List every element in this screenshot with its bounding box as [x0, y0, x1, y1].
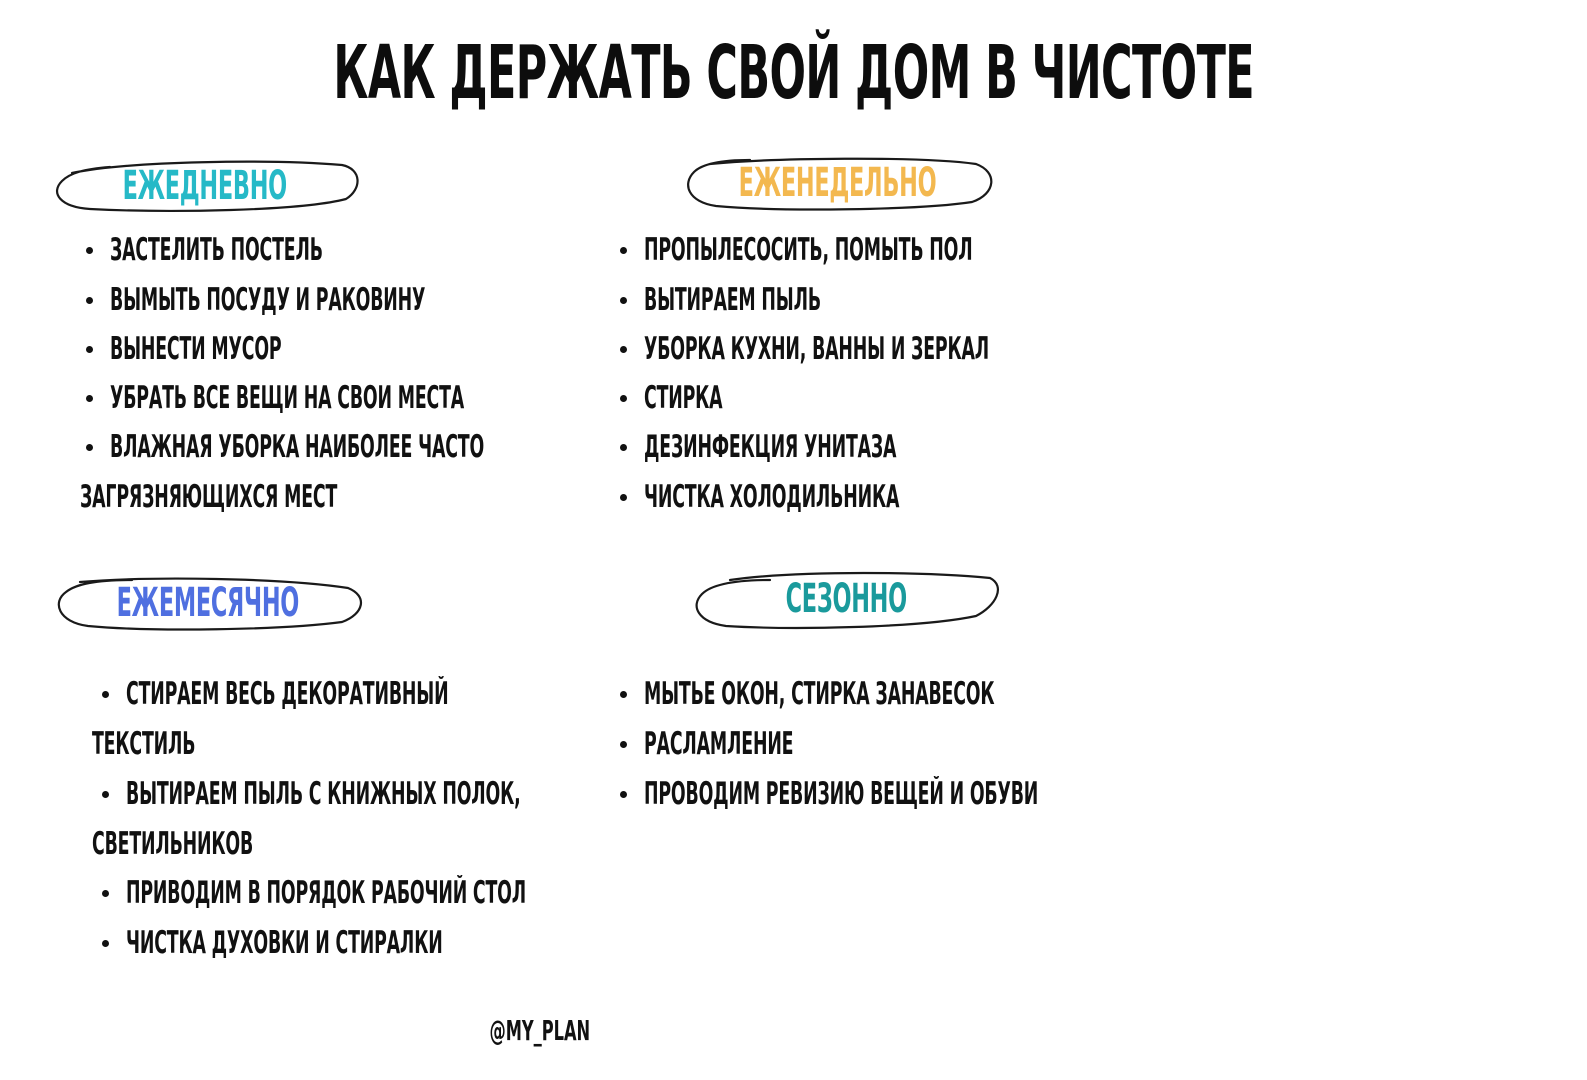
seasonal-label-pill [690, 566, 1002, 632]
bullet-icon [620, 444, 627, 451]
footer-handle [0, 1014, 1080, 1047]
bullet-icon [102, 791, 109, 798]
bullet-icon [102, 940, 109, 947]
footer-text: @MY_PLAN [489, 1014, 591, 1047]
bullet-icon [86, 444, 93, 451]
bullet-icon [102, 691, 109, 698]
daily-label: ЕЖЕДНЕВНО [122, 163, 288, 209]
bullet-icon [620, 691, 627, 698]
bullet-icon [620, 791, 627, 798]
bullet-icon [620, 297, 627, 304]
daily-label-pill [50, 153, 360, 219]
bullet-icon [620, 494, 627, 501]
bullet-icon [620, 346, 627, 353]
bullet-icon [620, 741, 627, 748]
bullet-icon [86, 395, 93, 402]
bullet-icon [620, 247, 627, 254]
weekly-label-pill [680, 150, 995, 216]
bullet-icon [620, 395, 627, 402]
bullet-icon [86, 247, 93, 254]
weekly-label: ЕЖЕНЕДЕЛЬНО [738, 160, 937, 206]
monthly-label: ЕЖЕМЕСЯЧНО [116, 580, 300, 626]
bullet-icon [86, 346, 93, 353]
bullet-icon [102, 890, 109, 897]
page-title-text: КАК ДЕРЖАТЬ СВОЙ ДОМ В ЧИСТОТЕ [333, 30, 1255, 116]
seasonal-label: СЕЗОННО [785, 576, 907, 622]
page-title [0, 30, 1255, 116]
bullet-icon [86, 297, 93, 304]
monthly-label-pill [52, 570, 364, 636]
